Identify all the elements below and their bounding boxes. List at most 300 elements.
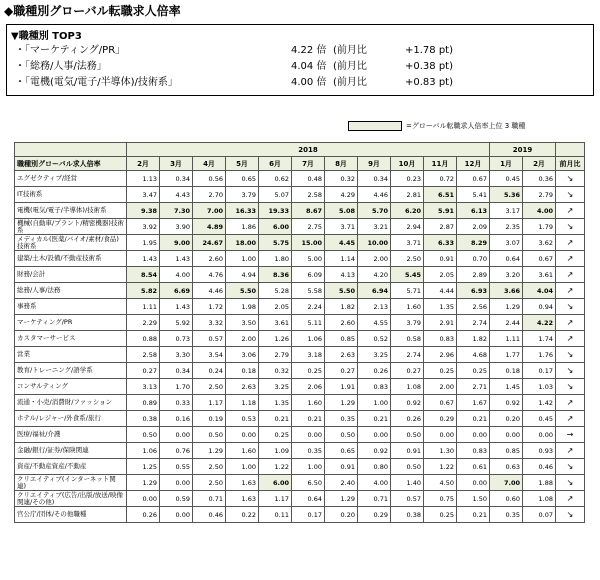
value-cell: 0.00 [160, 475, 193, 491]
value-cell: 2.81 [391, 187, 424, 203]
value-cell: 0.18 [490, 363, 523, 379]
value-cell: 8.54 [127, 267, 160, 283]
category-cell: 流通・小売/消費財/ファッション [15, 395, 127, 411]
value-cell: 0.17 [292, 507, 325, 523]
value-cell: 2.74 [457, 315, 490, 331]
month-header: 2月 [127, 157, 160, 171]
value-cell: 5.41 [457, 187, 490, 203]
value-cell: 0.62 [259, 171, 292, 187]
value-cell: 6.00 [259, 475, 292, 491]
value-cell: 2.00 [424, 379, 457, 395]
category-cell: 建築/土木/設備/不動産技術系 [15, 251, 127, 267]
value-cell: 1.29 [490, 299, 523, 315]
value-cell: 0.18 [226, 363, 259, 379]
value-cell: 2.94 [391, 219, 424, 235]
value-cell: 1.17 [193, 395, 226, 411]
value-cell: 1.14 [325, 251, 358, 267]
value-cell: 4.50 [424, 475, 457, 491]
value-cell: 3.71 [325, 219, 358, 235]
value-cell: 1.86 [226, 219, 259, 235]
value-cell: 10.00 [358, 235, 391, 251]
top3-item-compare: (前月比 [333, 45, 367, 56]
value-cell: 8.36 [259, 267, 292, 283]
value-cell: 5.82 [127, 283, 160, 299]
top3-item-delta: +0.83 pt) [405, 77, 453, 88]
value-cell: 3.92 [127, 219, 160, 235]
value-cell: 0.50 [391, 427, 424, 443]
value-cell: 3.25 [259, 379, 292, 395]
value-cell: 1.77 [490, 347, 523, 363]
value-cell: 0.38 [391, 507, 424, 523]
value-cell: 2.79 [523, 187, 556, 203]
value-cell: 2.09 [457, 219, 490, 235]
trend-arrow-icon: ↗ [556, 251, 585, 267]
value-cell: 0.91 [391, 443, 424, 459]
value-cell: 1.29 [325, 491, 358, 507]
table-row [15, 427, 585, 443]
top3-item-label: ・「総務/人事/法務」 [15, 61, 107, 72]
value-cell: 0.65 [226, 171, 259, 187]
value-cell: 3.90 [160, 219, 193, 235]
value-cell: 1.45 [490, 379, 523, 395]
value-cell: 5.92 [160, 315, 193, 331]
value-cell: 7.00 [193, 203, 226, 219]
value-cell: 0.23 [391, 171, 424, 187]
corner-cell [15, 143, 127, 157]
value-cell: 0.58 [391, 331, 424, 347]
value-cell: 2.35 [490, 219, 523, 235]
value-cell: 2.70 [193, 187, 226, 203]
value-cell: 1.74 [523, 331, 556, 347]
value-cell: 5.58 [292, 283, 325, 299]
table-row [15, 395, 585, 411]
value-cell: 0.83 [358, 379, 391, 395]
trend-arrow-icon: ↗ [556, 235, 585, 251]
category-cell: 金融/銀行/証券/保険関連 [15, 443, 127, 459]
value-cell: 3.25 [358, 347, 391, 363]
top3-heading: ▼職種別 TOP3 [11, 31, 82, 42]
value-cell: 0.20 [325, 507, 358, 523]
trend-arrow-icon: ↗ [556, 203, 585, 219]
value-cell: 1.67 [457, 395, 490, 411]
category-cell: 機械(自動車/プラント/精密機器)技術系 [15, 219, 127, 235]
table-row [15, 171, 585, 187]
category-column-header: 職種別グローバル求人倍率 [15, 157, 127, 171]
value-cell: 0.55 [160, 459, 193, 475]
value-cell: 0.45 [523, 411, 556, 427]
value-cell: 2.05 [259, 299, 292, 315]
value-cell: 2.58 [127, 347, 160, 363]
value-cell: 2.63 [325, 347, 358, 363]
value-cell: 0.29 [358, 507, 391, 523]
value-cell: 0.33 [160, 395, 193, 411]
value-cell: 3.66 [490, 283, 523, 299]
value-cell: 0.67 [523, 251, 556, 267]
table-row [15, 235, 585, 251]
value-cell: 2.87 [424, 219, 457, 235]
value-cell: 0.64 [490, 251, 523, 267]
value-cell: 0.83 [457, 443, 490, 459]
value-cell: 1.40 [391, 475, 424, 491]
value-cell: 0.34 [160, 363, 193, 379]
value-cell: 1.42 [523, 395, 556, 411]
value-cell: 1.08 [523, 491, 556, 507]
top3-item-delta: +1.78 pt) [405, 45, 453, 56]
value-cell: 0.21 [358, 411, 391, 427]
table-body [15, 171, 585, 523]
value-cell: 0.07 [523, 507, 556, 523]
value-cell: 2.71 [457, 379, 490, 395]
value-cell: 1.09 [259, 443, 292, 459]
value-cell: 2.75 [292, 219, 325, 235]
value-cell: 0.93 [523, 443, 556, 459]
value-cell: 0.25 [457, 363, 490, 379]
value-cell: 2.63 [226, 379, 259, 395]
value-cell: 0.17 [523, 363, 556, 379]
month-header-row [15, 157, 585, 171]
value-cell: 5.00 [292, 251, 325, 267]
value-cell: 1.35 [424, 299, 457, 315]
value-cell: 0.34 [358, 171, 391, 187]
year-2018-header: 2018 [127, 143, 490, 157]
value-cell: 4.22 [523, 315, 556, 331]
value-cell: 0.32 [325, 171, 358, 187]
trend-arrow-icon: ↗ [556, 283, 585, 299]
value-cell: 5.36 [490, 187, 523, 203]
value-cell: 1.91 [325, 379, 358, 395]
value-cell: 1.82 [325, 299, 358, 315]
value-cell: 3.21 [358, 219, 391, 235]
value-cell: 2.13 [358, 299, 391, 315]
value-cell: 3.54 [193, 347, 226, 363]
value-cell: 0.57 [391, 491, 424, 507]
value-cell: 0.24 [193, 363, 226, 379]
value-cell: 4.55 [358, 315, 391, 331]
category-cell: クリエイティブ(インターネット関連) [15, 475, 127, 491]
value-cell: 4.89 [193, 219, 226, 235]
table-row [15, 203, 585, 219]
value-cell: 2.24 [292, 299, 325, 315]
value-cell: 3.18 [292, 347, 325, 363]
value-cell: 4.20 [358, 267, 391, 283]
value-cell: 4.00 [358, 475, 391, 491]
value-cell: 0.76 [160, 443, 193, 459]
value-cell: 1.11 [490, 331, 523, 347]
value-cell: 0.38 [127, 411, 160, 427]
trend-arrow-icon: ↘ [556, 475, 585, 491]
value-cell: 0.20 [490, 411, 523, 427]
value-cell: 0.65 [325, 443, 358, 459]
value-cell: 1.17 [259, 491, 292, 507]
value-cell: 3.61 [259, 315, 292, 331]
value-cell: 6.94 [358, 283, 391, 299]
table-row [15, 491, 585, 507]
month-header: 4月 [193, 157, 226, 171]
value-cell: 1.88 [523, 475, 556, 491]
value-cell: 2.89 [457, 267, 490, 283]
value-cell: 1.79 [523, 219, 556, 235]
table-row [15, 267, 585, 283]
value-cell: 0.88 [127, 331, 160, 347]
value-cell: 0.11 [259, 507, 292, 523]
value-cell: 1.26 [259, 331, 292, 347]
category-cell: 事務系 [15, 299, 127, 315]
value-cell: 0.59 [160, 491, 193, 507]
value-cell: 2.50 [193, 475, 226, 491]
value-cell: 2.56 [457, 299, 490, 315]
value-cell: 0.36 [523, 171, 556, 187]
category-cell: コンサルティング [15, 379, 127, 395]
trend-arrow-icon: ↗ [556, 411, 585, 427]
value-cell: 9.00 [160, 235, 193, 251]
value-cell: 2.00 [226, 331, 259, 347]
category-cell: 資産/不動産資産/不動産 [15, 459, 127, 475]
table-row [15, 443, 585, 459]
value-cell: 1.76 [523, 347, 556, 363]
trend-arrow-icon: ↘ [556, 187, 585, 203]
value-cell: 0.22 [226, 507, 259, 523]
category-cell: マーケティング/PR [15, 315, 127, 331]
value-cell: 0.26 [358, 363, 391, 379]
year-2019-header: 2019 [490, 143, 556, 157]
value-cell: 3.20 [490, 267, 523, 283]
month-header: 10月 [391, 157, 424, 171]
value-cell: 0.48 [292, 171, 325, 187]
value-cell: 1.03 [523, 379, 556, 395]
table-row [15, 363, 585, 379]
value-cell: 0.50 [391, 459, 424, 475]
value-cell: 0.50 [127, 427, 160, 443]
value-cell: 0.73 [160, 331, 193, 347]
value-cell: 4.45 [325, 235, 358, 251]
value-cell: 4.04 [523, 283, 556, 299]
value-cell: 0.21 [292, 411, 325, 427]
value-cell: 0.35 [292, 443, 325, 459]
category-cell: 総務/人事/法務 [15, 283, 127, 299]
value-cell: 0.67 [457, 171, 490, 187]
value-cell: 3.47 [127, 187, 160, 203]
value-cell: 0.00 [292, 427, 325, 443]
value-cell: 2.44 [490, 315, 523, 331]
trend-arrow-icon: ↗ [556, 395, 585, 411]
value-cell: 0.80 [358, 459, 391, 475]
change-column-header: 前月比 [556, 157, 585, 171]
value-cell: 4.68 [457, 347, 490, 363]
value-cell: 5.50 [226, 283, 259, 299]
value-cell: 0.46 [193, 507, 226, 523]
table-row [15, 459, 585, 475]
value-cell: 0.00 [226, 427, 259, 443]
value-cell: 0.00 [490, 427, 523, 443]
value-cell: 3.61 [523, 267, 556, 283]
value-cell: 0.35 [325, 411, 358, 427]
month-header: 6月 [259, 157, 292, 171]
value-cell: 2.50 [193, 379, 226, 395]
value-cell: 5.70 [358, 203, 391, 219]
value-cell: 19.33 [259, 203, 292, 219]
ratio-table [14, 142, 585, 523]
value-cell: 0.27 [325, 363, 358, 379]
value-cell: 8.67 [292, 203, 325, 219]
value-cell: 1.98 [226, 299, 259, 315]
category-cell: メディカル(医薬/バイオ/素材/食品)技術系 [15, 235, 127, 251]
trend-arrow-icon: ↗ [556, 491, 585, 507]
value-cell: 3.50 [226, 315, 259, 331]
value-cell: 0.53 [226, 411, 259, 427]
month-header: 1月 [490, 157, 523, 171]
value-cell: 0.61 [457, 459, 490, 475]
value-cell: 6.13 [457, 203, 490, 219]
value-cell: 6.69 [160, 283, 193, 299]
value-cell: 2.60 [325, 315, 358, 331]
month-header: 2月 [523, 157, 556, 171]
value-cell: 5.08 [325, 203, 358, 219]
value-cell: 1.00 [358, 395, 391, 411]
value-cell: 0.26 [127, 507, 160, 523]
page-title: ◆職種別グローバル転職求人倍率 [4, 4, 181, 18]
value-cell: 0.00 [457, 427, 490, 443]
value-cell: 1.22 [259, 459, 292, 475]
value-cell: 0.85 [490, 443, 523, 459]
month-header: 12月 [457, 157, 490, 171]
value-cell: 1.50 [457, 491, 490, 507]
value-cell: 0.00 [160, 427, 193, 443]
value-cell: 2.60 [193, 251, 226, 267]
value-cell: 1.00 [292, 459, 325, 475]
category-cell: 官公庁/団体/その他職種 [15, 507, 127, 523]
value-cell: 5.91 [424, 203, 457, 219]
value-cell: 0.27 [127, 363, 160, 379]
value-cell: 6.00 [259, 219, 292, 235]
value-cell: 3.71 [391, 235, 424, 251]
value-cell: 3.79 [226, 187, 259, 203]
table-row [15, 283, 585, 299]
value-cell: 0.91 [424, 251, 457, 267]
value-cell: 7.30 [160, 203, 193, 219]
value-cell: 0.00 [127, 491, 160, 507]
value-cell: 1.30 [424, 443, 457, 459]
category-cell: 電機(電気/電子/半導体)/技術系 [15, 203, 127, 219]
value-cell: 0.25 [424, 507, 457, 523]
category-cell: カスタマーサービス [15, 331, 127, 347]
value-cell: 0.60 [490, 491, 523, 507]
value-cell: 2.40 [325, 475, 358, 491]
table-row [15, 475, 585, 491]
value-cell: 1.70 [160, 379, 193, 395]
category-cell: ホテル/レジャー/外食系/旅行 [15, 411, 127, 427]
value-cell: 4.29 [325, 187, 358, 203]
value-cell: 1.43 [127, 251, 160, 267]
value-cell: 1.43 [160, 251, 193, 267]
month-header: 7月 [292, 157, 325, 171]
value-cell: 1.22 [424, 459, 457, 475]
trend-arrow-icon: → [556, 427, 585, 443]
top3-box [6, 24, 594, 96]
value-cell: 0.19 [193, 411, 226, 427]
table-row [15, 379, 585, 395]
trend-arrow-icon: ↘ [556, 363, 585, 379]
value-cell: 5.75 [259, 235, 292, 251]
value-cell: 1.95 [127, 235, 160, 251]
value-cell: 6.50 [292, 475, 325, 491]
trend-arrow-icon: ↘ [556, 219, 585, 235]
table-row [15, 299, 585, 315]
value-cell: 3.17 [490, 203, 523, 219]
value-cell: 0.63 [490, 459, 523, 475]
value-cell: 0.00 [523, 427, 556, 443]
value-cell: 1.63 [226, 491, 259, 507]
trend-arrow-icon: ↗ [556, 443, 585, 459]
value-cell: 24.67 [193, 235, 226, 251]
value-cell: 0.70 [457, 251, 490, 267]
value-cell: 9.38 [127, 203, 160, 219]
value-cell: 8.29 [457, 235, 490, 251]
value-cell: 4.94 [226, 267, 259, 283]
value-cell: 5.71 [391, 283, 424, 299]
value-cell: 3.79 [391, 315, 424, 331]
value-cell: 3.32 [193, 315, 226, 331]
value-cell: 0.35 [490, 507, 523, 523]
value-cell: 1.60 [292, 395, 325, 411]
legend-swatch [348, 121, 402, 131]
value-cell: 2.06 [292, 379, 325, 395]
value-cell: 0.71 [358, 491, 391, 507]
value-cell: 4.44 [424, 283, 457, 299]
value-cell: 1.00 [226, 459, 259, 475]
value-cell: 1.29 [127, 475, 160, 491]
value-cell: 2.05 [424, 267, 457, 283]
value-cell: 0.91 [325, 459, 358, 475]
month-header: 5月 [226, 157, 259, 171]
table-row [15, 507, 585, 523]
value-cell: 2.50 [193, 459, 226, 475]
trend-arrow-icon: ↗ [556, 267, 585, 283]
year-header-row [15, 143, 585, 157]
value-cell: 1.43 [160, 299, 193, 315]
change-corner-cell [556, 143, 585, 157]
trend-arrow-icon: ↘ [556, 171, 585, 187]
value-cell: 0.94 [523, 299, 556, 315]
value-cell: 0.56 [193, 171, 226, 187]
table-row [15, 347, 585, 363]
value-cell: 16.33 [226, 203, 259, 219]
table-row [15, 411, 585, 427]
value-cell: 0.71 [193, 491, 226, 507]
value-cell: 3.06 [226, 347, 259, 363]
value-cell: 1.11 [127, 299, 160, 315]
category-cell: クリエイティブ(広告/出版/放送/映像関連/その他) [15, 491, 127, 507]
value-cell: 1.60 [391, 299, 424, 315]
value-cell: 4.46 [358, 187, 391, 203]
table-row [15, 251, 585, 267]
value-cell: 2.79 [259, 347, 292, 363]
value-cell: 0.57 [193, 331, 226, 347]
value-cell: 0.83 [424, 331, 457, 347]
value-cell: 5.45 [391, 267, 424, 283]
value-cell: 0.25 [259, 427, 292, 443]
value-cell: 0.00 [424, 427, 457, 443]
top3-item-compare: (前月比 [333, 77, 367, 88]
value-cell: 0.34 [160, 171, 193, 187]
value-cell: 5.07 [259, 187, 292, 203]
value-cell: 0.27 [391, 363, 424, 379]
value-cell: 2.74 [391, 347, 424, 363]
value-cell: 0.75 [424, 491, 457, 507]
top3-item-value: 4.04 倍 [291, 61, 327, 72]
trend-arrow-icon: ↘ [556, 379, 585, 395]
month-header: 8月 [325, 157, 358, 171]
value-cell: 1.60 [226, 443, 259, 459]
